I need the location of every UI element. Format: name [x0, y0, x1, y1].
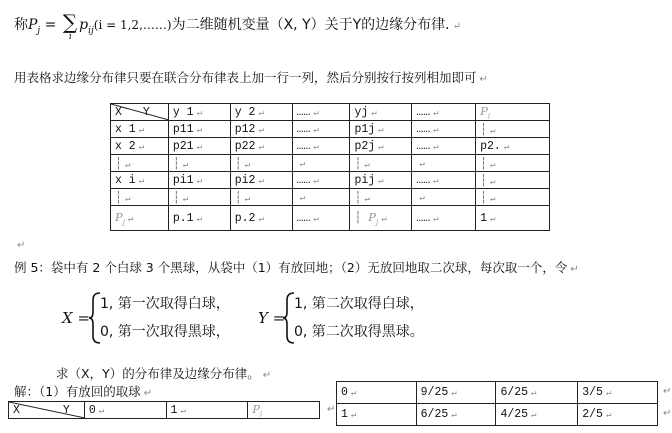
cell-text: …… — [416, 211, 431, 225]
return-mark: ↵ — [433, 213, 439, 224]
return-mark: ↵ — [262, 370, 272, 381]
cell-text: p.2 — [234, 211, 256, 225]
table-cell — [412, 155, 476, 172]
cell-text: pij — [354, 173, 376, 187]
cell-text: 4/25 — [500, 408, 529, 421]
return-mark: ↵ — [313, 124, 319, 135]
table-cell — [412, 172, 476, 189]
table-cell — [578, 404, 658, 426]
pj-subscript: j — [37, 25, 41, 36]
return-mark: ↵ — [196, 213, 202, 224]
return-mark: ↵ — [182, 193, 189, 204]
table-cell — [476, 206, 550, 231]
cell-text: …… — [416, 122, 431, 136]
heading-prefix: 称 — [14, 17, 28, 33]
return-mark: ↵ — [299, 158, 306, 169]
row-label — [111, 189, 169, 206]
example-text: 例 5：袋中有 2 个白球 3 个黑球，从袋中（1）有放回地；（2）无放回地取二次球，每次取一个，令 — [14, 260, 568, 275]
corner-x-label: X — [13, 403, 20, 417]
table-cell — [230, 172, 292, 189]
solution-label: 解：（1）有放回的取球 — [14, 384, 141, 399]
table-row — [337, 404, 658, 426]
return-mark: ↵ — [143, 388, 153, 399]
cell-text: 1 — [170, 403, 178, 417]
table-cell — [496, 382, 578, 404]
cell-text: p12 — [234, 122, 256, 136]
cell-text: x i — [115, 173, 136, 187]
return-mark: ↵ — [364, 159, 370, 170]
return-mark: ↵ — [490, 125, 496, 136]
x-var: X — [62, 309, 73, 327]
y-case-1: 1, 第二次取得白球， — [294, 296, 424, 312]
corner-y-label: Y — [62, 403, 70, 417]
return-mark: ↵ — [258, 213, 264, 224]
table-cell — [412, 138, 476, 155]
return-mark: ↵ — [196, 141, 202, 152]
return-mark: ↵ — [531, 410, 537, 420]
table-cell — [350, 121, 412, 138]
y-eq: = — [267, 309, 286, 327]
return-mark: ↵ — [433, 141, 439, 152]
table-cell — [350, 155, 412, 172]
return-mark: ↵ — [196, 124, 202, 135]
return-mark: ↵ — [451, 410, 457, 420]
question-paragraph — [56, 364, 271, 382]
return-mark: ↵ — [570, 264, 579, 275]
row-label — [111, 172, 169, 189]
example-paragraph — [14, 258, 579, 276]
return-mark: ↵ — [433, 175, 439, 186]
cell-text: …… — [416, 139, 431, 153]
x-eq: = — [72, 309, 91, 327]
return-mark: ↵ — [313, 141, 319, 152]
table-cell: $P_i$ — [248, 402, 320, 419]
cell-text: p2. — [480, 139, 501, 153]
y-var: Y — [258, 309, 268, 327]
method-paragraph — [14, 68, 488, 86]
x-case-2: 0, 第一次取得黑球， — [100, 324, 230, 340]
corner-cell — [9, 402, 85, 419]
header-cell: $P_i$ — [476, 104, 550, 121]
table-cell — [230, 121, 292, 138]
return-mark: ↵ — [350, 410, 357, 420]
cell-text: 0 — [88, 403, 96, 417]
return-mark: ↵ — [479, 74, 488, 85]
cell-text: ┆ — [234, 157, 242, 171]
cell-text: p21 — [172, 139, 194, 153]
return-mark: ↵ — [299, 192, 306, 203]
return-mark: ↵ — [364, 193, 370, 204]
table-cell — [166, 402, 248, 419]
return-mark: ↵ — [490, 159, 496, 170]
cell-text: x 1 — [115, 122, 136, 136]
cell-text: pi2 — [234, 173, 256, 187]
sum-index: i — [68, 32, 72, 42]
return-mark: ↵ — [313, 107, 319, 118]
cell-text: ┆ — [115, 191, 122, 205]
return-mark: ↵ — [605, 388, 612, 398]
cell-text: P — [368, 210, 377, 225]
header-cell — [292, 104, 350, 121]
return-mark: ↵ — [17, 240, 26, 251]
header-text: P — [480, 104, 488, 118]
table-cell — [292, 138, 350, 155]
table-cell — [168, 206, 230, 231]
header-cell — [230, 104, 292, 121]
return-mark: ↵ — [138, 141, 145, 152]
table-cell — [292, 172, 350, 189]
cell-text: …… — [296, 122, 311, 136]
table-cell — [476, 138, 550, 155]
row-label: $P_j$ ↵ — [111, 206, 169, 231]
table-cell — [337, 404, 417, 426]
header-text: y 2 — [234, 105, 256, 119]
table-cell — [412, 189, 476, 206]
table-cell — [292, 189, 350, 206]
corner-y-label: Y — [142, 105, 150, 119]
return-mark: ↵ — [98, 405, 105, 416]
return-mark: ↵ — [180, 405, 186, 416]
return-mark: ↵ — [327, 404, 336, 415]
return-mark: ↵ — [378, 175, 384, 186]
return-mark: ↵ — [182, 159, 189, 170]
return-mark: ↵ — [381, 214, 387, 225]
table-cell — [84, 402, 166, 419]
table-row — [111, 172, 550, 189]
table-cell — [337, 382, 417, 404]
return-mark: ↵ — [196, 107, 202, 118]
joint-distribution-table — [110, 103, 550, 231]
x-case-1: 1, 第一次取得白球， — [100, 296, 230, 312]
table-cell — [230, 206, 292, 231]
table-cell — [168, 172, 230, 189]
joint-result-table — [336, 381, 658, 426]
return-mark: ↵ — [258, 107, 264, 118]
table-cell — [168, 138, 230, 155]
table-cell — [350, 138, 412, 155]
return-mark: ↵ — [378, 141, 384, 152]
return-mark: ↵ — [490, 193, 496, 204]
return-mark: ↵ — [663, 386, 672, 397]
return-mark: ↵ — [138, 124, 145, 135]
header-text: yj — [354, 105, 369, 119]
header-cell — [350, 104, 412, 121]
return-mark: ↵ — [313, 175, 319, 186]
row-label — [111, 121, 169, 138]
cell-text: …… — [296, 173, 311, 187]
table-header-row — [111, 104, 550, 121]
table-cell — [416, 404, 496, 426]
heading-suffix: 为二维随机变量（X, Y）关于Y的边缘分布律. — [171, 17, 450, 33]
table-row — [111, 121, 550, 138]
header-cell — [168, 104, 230, 121]
cell-text: p11 — [172, 122, 194, 136]
return-mark: ↵ — [433, 107, 439, 118]
cell-text: p22 — [234, 139, 256, 153]
return-mark: ↵ — [451, 388, 457, 398]
pj-symbol: P — [28, 17, 38, 33]
cell-text: 9/25 — [420, 386, 449, 399]
cell-text: p.1 — [172, 211, 194, 225]
return-mark: ↵ — [490, 176, 496, 187]
equals-sign: = — [40, 17, 61, 33]
pij-symbol: p — [79, 17, 89, 33]
header-text: …… — [296, 105, 311, 119]
cell-text: 1 — [480, 211, 488, 225]
table-cell — [412, 121, 476, 138]
solution-paragraph — [14, 382, 152, 400]
pij-subscript: ij — [88, 25, 94, 36]
return-mark: ↵ — [419, 158, 425, 169]
return-mark: ↵ — [503, 141, 510, 152]
cell-text: p2j — [354, 139, 376, 153]
cell-text: ┆ — [115, 157, 122, 171]
return-mark: ↵ — [124, 193, 131, 204]
table-cell — [168, 189, 230, 206]
table-cell — [292, 155, 350, 172]
table-cell — [168, 155, 230, 172]
table-cell — [292, 206, 350, 231]
header-text: y 1 — [172, 105, 194, 119]
return-mark: ↵ — [258, 124, 264, 135]
table-cell — [578, 382, 658, 404]
return-mark: ↵ — [258, 175, 264, 186]
cell-text: …… — [296, 139, 311, 153]
small-distribution-table — [8, 401, 320, 419]
table-cell — [412, 206, 476, 231]
cell-text: ┆ — [354, 191, 362, 205]
return-mark: ↵ — [244, 193, 251, 204]
table-cell — [230, 155, 292, 172]
return-mark: ↵ — [350, 388, 357, 398]
cell-text: p1j — [354, 122, 376, 136]
cell-text: ┆ — [172, 191, 180, 205]
table-row — [111, 155, 550, 172]
return-mark: ↵ — [419, 192, 425, 203]
return-mark: ↵ — [138, 175, 145, 186]
cell-text: 6/25 — [420, 408, 449, 421]
row-label — [111, 155, 169, 172]
return-mark: ↵ — [127, 214, 134, 225]
table-cell — [416, 382, 496, 404]
cell-text: ┆ — [234, 191, 242, 205]
method-text: 用表格求边缘分布律只要在联合分布律表上加一行一列，然后分别按行按列相加即可 — [14, 70, 477, 85]
cell-text: 2/5 — [582, 408, 603, 421]
table-cell — [476, 189, 550, 206]
return-mark: ↵ — [531, 388, 537, 398]
cell-text: …… — [416, 173, 431, 187]
return-mark: ↵ — [371, 107, 377, 118]
table-cell — [350, 172, 412, 189]
cell-text: pi1 — [172, 173, 194, 187]
table-cell — [292, 121, 350, 138]
cell-text: ┆ — [480, 157, 488, 171]
return-mark: ↵ — [433, 124, 439, 135]
table-row — [337, 382, 658, 404]
row-label — [111, 138, 169, 155]
table-cell — [230, 189, 292, 206]
table-row — [9, 402, 320, 419]
index-condition: (i = 1,2,……) — [93, 18, 172, 32]
header-text: …… — [416, 105, 431, 119]
return-mark: ↵ — [452, 21, 462, 32]
x-variable-label — [62, 309, 90, 327]
table-cell — [496, 404, 578, 426]
cell-text: P — [115, 210, 123, 225]
corner-x-label: X — [115, 105, 122, 119]
return-mark: ↵ — [378, 124, 384, 135]
cell-text: P — [252, 402, 260, 416]
return-mark: ↵ — [124, 159, 131, 170]
return-mark: ↵ — [663, 408, 672, 419]
table-cell — [476, 155, 550, 172]
table-cell — [350, 189, 412, 206]
corner-cell — [111, 104, 169, 121]
cell-text: …… — [296, 211, 311, 225]
return-mark: ↵ — [605, 410, 612, 420]
table-cell — [168, 121, 230, 138]
cell-text: 6/25 — [500, 386, 529, 399]
return-mark: ↵ — [258, 141, 264, 152]
marginal-row — [111, 206, 550, 231]
return-mark: ↵ — [490, 213, 496, 224]
cell-text: 0 — [341, 386, 348, 399]
table-cell: ┆ $P_j$ ↵ — [350, 206, 412, 231]
return-mark: ↵ — [244, 159, 251, 170]
table-cell — [230, 138, 292, 155]
header-cell — [412, 104, 476, 121]
question-text: 求（X，Y）的分布律及边缘分布律。 — [56, 366, 260, 381]
cell-text: 3/5 — [582, 386, 603, 399]
return-mark: ↵ — [313, 213, 319, 224]
table-row — [111, 138, 550, 155]
table-cell — [476, 121, 550, 138]
table-cell — [476, 172, 550, 189]
cell-text: ┆ — [354, 157, 362, 171]
y-case-2: 0, 第二次取得黑球。 — [294, 324, 424, 340]
table-row — [111, 189, 550, 206]
sum-symbol: ∑ — [62, 10, 78, 34]
marginal-definition — [14, 10, 462, 42]
cell-text: ┆ — [480, 174, 488, 188]
cell-text: ┆ — [172, 157, 180, 171]
cell-text: ┆ — [480, 191, 488, 205]
cell-text: 1 — [341, 408, 348, 421]
return-mark: ↵ — [196, 175, 202, 186]
cell-text: ┆ — [480, 123, 488, 137]
cell-text: x 2 — [115, 139, 136, 153]
